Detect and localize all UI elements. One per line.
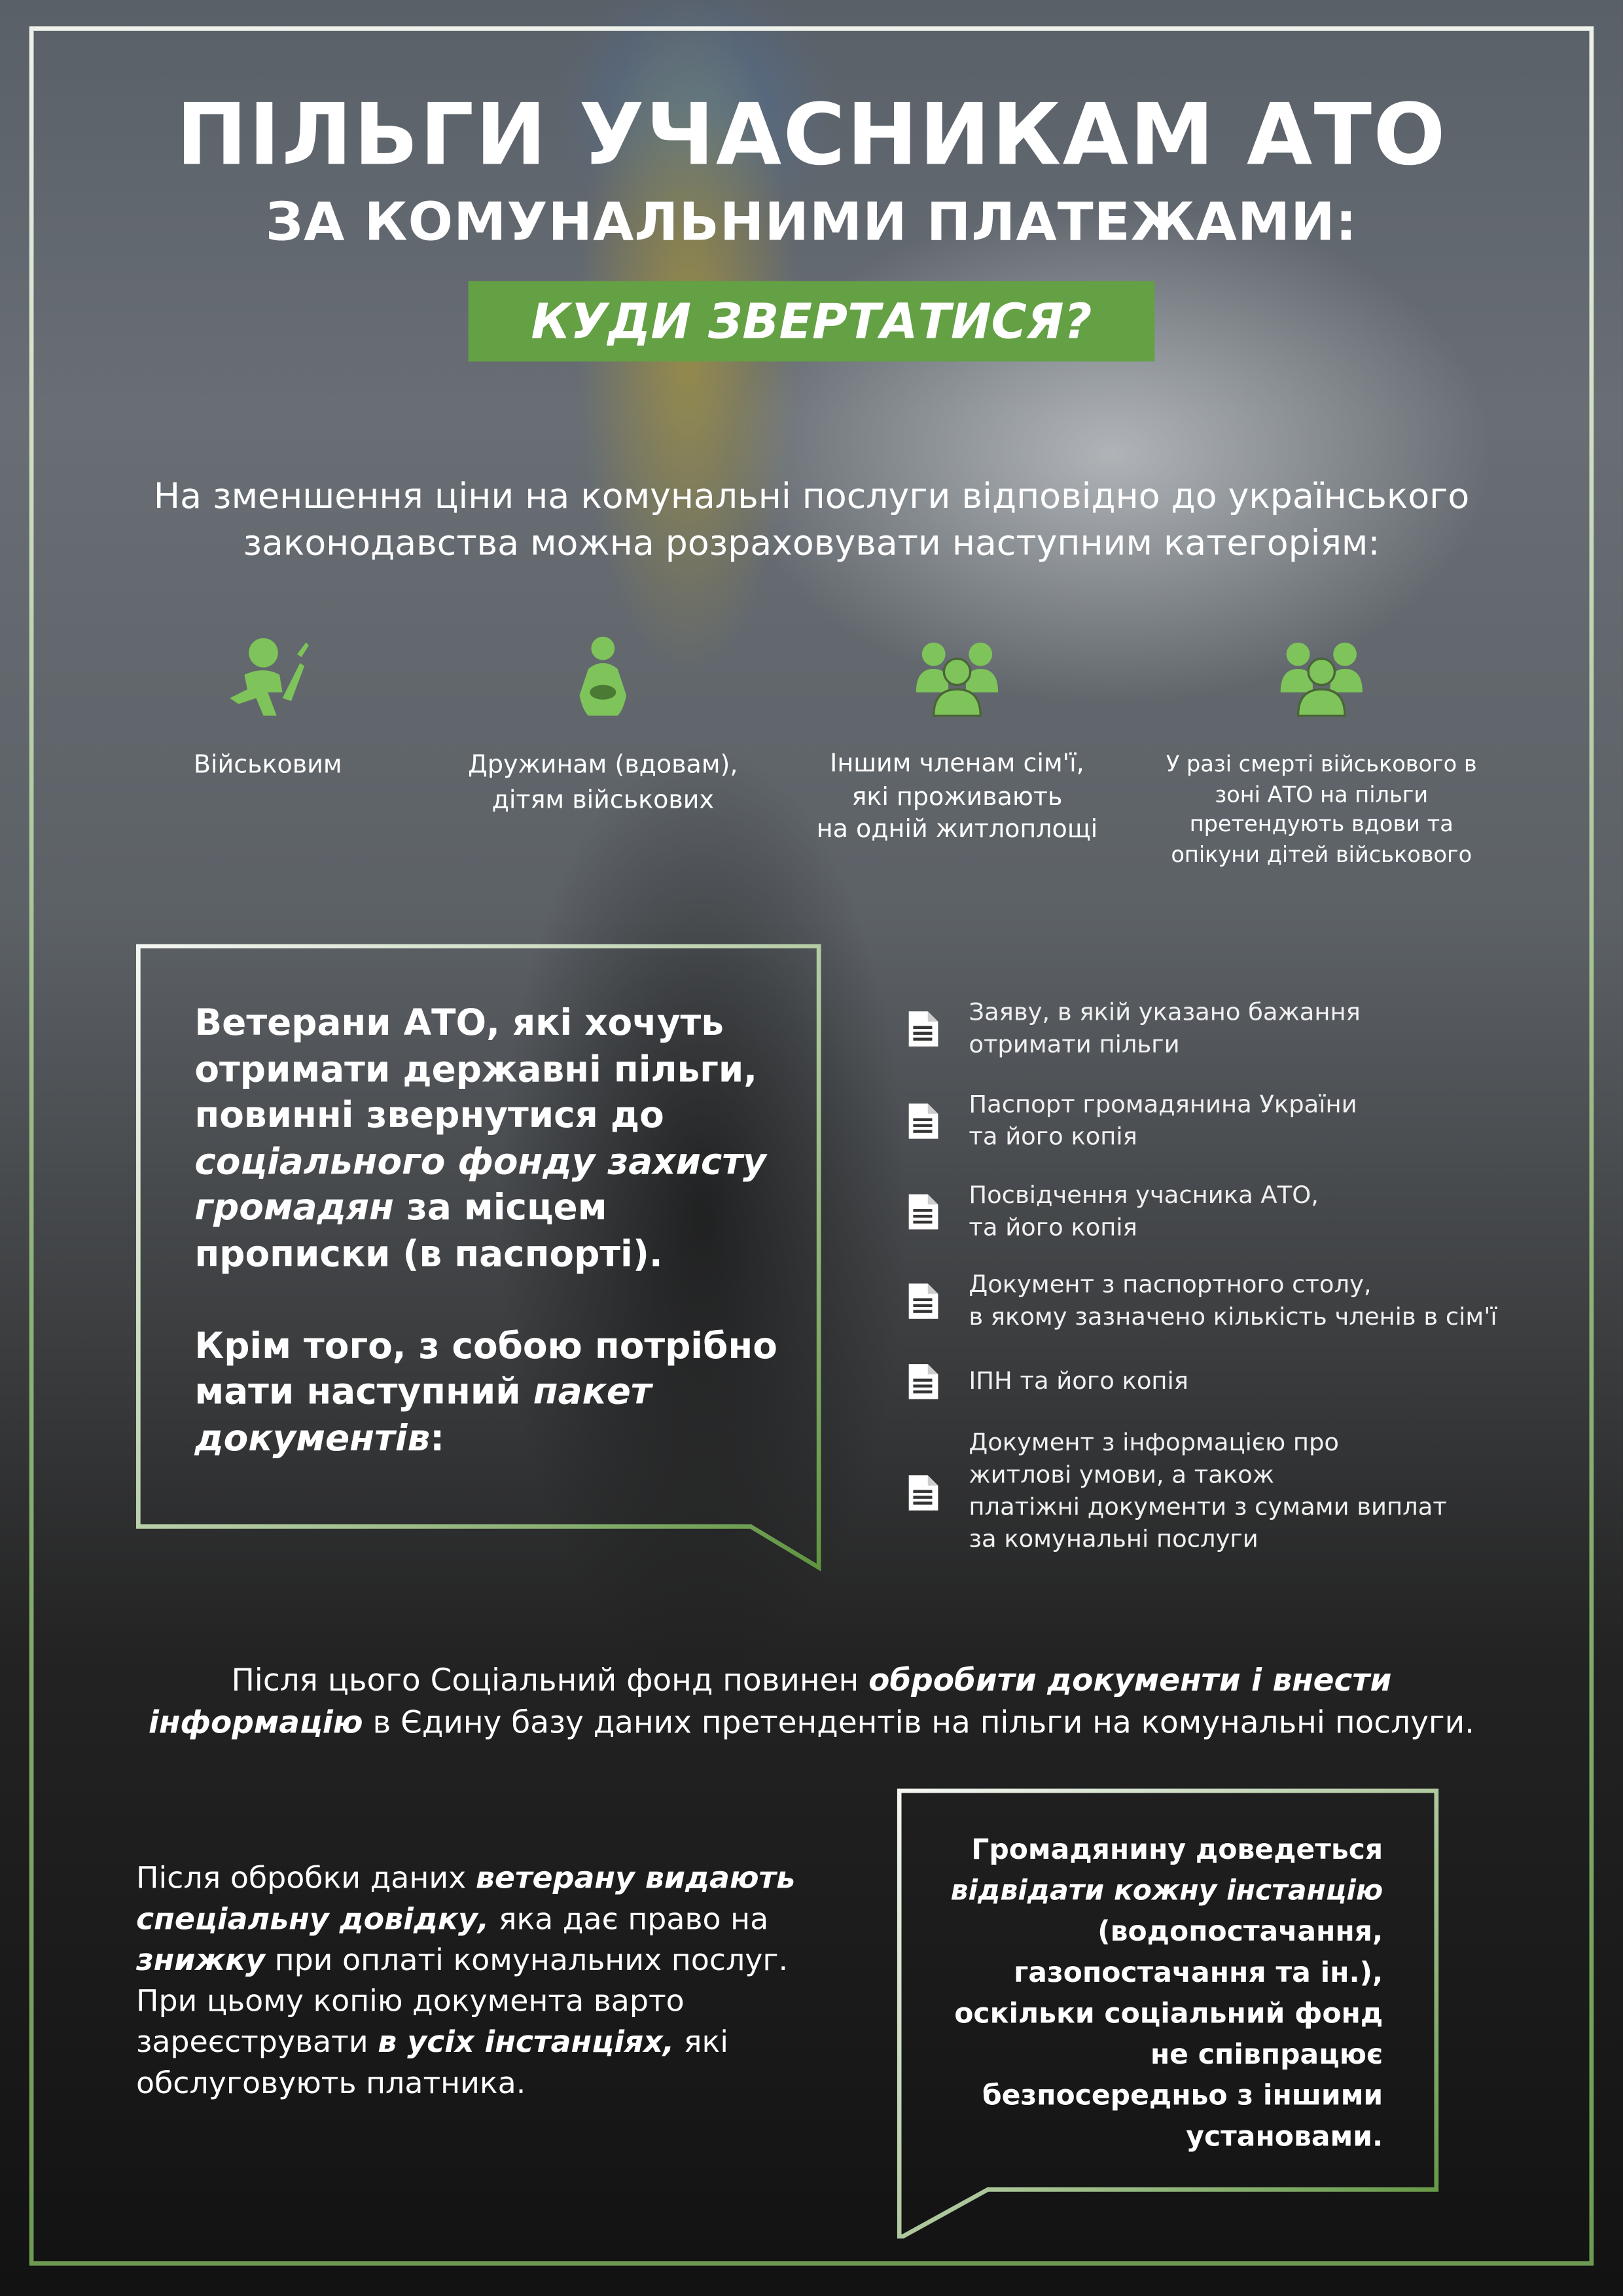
- text-line: Документ з паспортного столу,: [969, 1270, 1372, 1299]
- document-item: [907, 1089, 1595, 1162]
- question-banner: [469, 281, 1155, 361]
- emphasis-text: інформацію: [148, 1705, 363, 1740]
- text-line: Крім того, з собою потрібно: [194, 1323, 777, 1367]
- caption-line: які проживають: [851, 782, 1063, 812]
- text-line: житлові умови, а також: [969, 1460, 1274, 1489]
- category-caption-widows: [1146, 749, 1497, 869]
- text-line: При цьому копію документа варто: [135, 1983, 685, 2018]
- text-line: в якому зазначено кількість членів в сім'ї: [969, 1302, 1497, 1331]
- category-caption-military: [136, 748, 400, 783]
- document-item: [907, 1179, 1595, 1253]
- text-line: газопостачання та ін.),: [1014, 1956, 1383, 1989]
- document-item: [907, 1427, 1595, 1562]
- processing-note: [88, 1660, 1535, 1745]
- caption-line: опікуни дітей військового: [1171, 840, 1472, 867]
- emphasis-text: в усіх інстанціях,: [378, 2024, 675, 2060]
- page-title: ПІЛЬГИ УЧАСНИКАМ АТО: [176, 84, 1447, 185]
- category-caption-family: [796, 748, 1118, 847]
- institutions-info-box: [897, 1789, 1442, 2242]
- caption-line: зоні АТО на пільги: [1215, 781, 1429, 808]
- family-group-icon: [913, 634, 1001, 721]
- text-span: мати наступний: [194, 1370, 533, 1412]
- emphasis-text: обробити документи і внести: [868, 1662, 1392, 1698]
- text-span: :: [430, 1416, 445, 1459]
- caption-line: У разі смерті військового в: [1166, 751, 1477, 778]
- institutions-text: [915, 1829, 1383, 2157]
- text-span: при оплаті комунальних послуг.: [265, 1942, 789, 1978]
- text-span: Після цього Соціальний фонд повинен: [231, 1662, 869, 1698]
- pregnant-woman-icon: [559, 634, 647, 721]
- document-icon: [907, 1010, 939, 1048]
- text-line: оскільки соціальний фонд: [954, 1998, 1383, 2030]
- intro-line: законодавства можна розраховувати наступним категоріям:: [243, 522, 1380, 564]
- document-icon: [907, 1282, 939, 1320]
- document-text: [969, 1179, 1583, 1244]
- document-icon: [907, 1193, 939, 1231]
- text-line: (водопостачання,: [1097, 1916, 1383, 1948]
- veterans-text: [194, 999, 794, 1460]
- text-span: яка дає право на: [489, 1901, 769, 1937]
- caption-line: претендують вдови та: [1189, 810, 1454, 838]
- text-line: Заяву, в якій указано бажання: [969, 998, 1361, 1026]
- caption-line: Іншим членам сім'ї,: [830, 749, 1084, 779]
- text-line: та його копія: [969, 1122, 1137, 1151]
- document-icon: [907, 1363, 939, 1401]
- category-caption-spouses: [442, 748, 764, 818]
- emphasis-text: ветерану видають: [475, 1860, 796, 1895]
- text-line: обслуговують платника.: [135, 2065, 526, 2100]
- text-span: які: [674, 2024, 728, 2060]
- document-item: [907, 1365, 1595, 1409]
- emphasis-text: знижку: [135, 1942, 266, 1978]
- certificate-note: [136, 1857, 838, 2104]
- text-line: платіжні документи з сумами виплат: [969, 1492, 1447, 1521]
- question-banner-text: КУДИ ЗВЕРТАТИСЯ?: [531, 293, 1092, 350]
- family-group-icon: [1277, 634, 1365, 721]
- caption-line: дітям військових: [491, 785, 715, 816]
- intro-line: На зменшення ціни на комунальні послуги відповідно до українського: [153, 475, 1470, 517]
- text-line: установами.: [1186, 2121, 1383, 2153]
- text-line: за комунальні послуги: [969, 1525, 1258, 1553]
- text-line: отримати державні пільги,: [194, 1047, 758, 1090]
- text-span: зареєструвати: [135, 2024, 378, 2060]
- document-text: [969, 1427, 1583, 1556]
- emphasis-text: документів: [194, 1416, 431, 1459]
- emphasis-text: соціального фонду захисту: [194, 1139, 766, 1182]
- text-line: та його копія: [969, 1213, 1137, 1242]
- intro-text: [103, 473, 1521, 566]
- emphasis-text: спеціальну довідку,: [135, 1901, 490, 1937]
- text-line: Посвідчення учасника АТО,: [969, 1181, 1319, 1210]
- text-span: Після обробки даних: [135, 1860, 476, 1895]
- text-line: безпосередньо з іншими: [982, 2079, 1383, 2112]
- document-icon: [907, 1474, 939, 1512]
- veterans-info-box: [136, 944, 824, 1573]
- document-text: [969, 997, 1583, 1061]
- text-line: Громадянину доведеться: [971, 1833, 1383, 1867]
- text-line: прописки (в паспорті).: [194, 1231, 663, 1274]
- emphasis-text: громадян: [194, 1185, 394, 1229]
- document-item: [907, 997, 1595, 1070]
- text-line: не співпрацює: [1150, 2039, 1383, 2072]
- text-line: отримати пільги: [969, 1030, 1180, 1058]
- document-text: [969, 1365, 1583, 1397]
- document-text: [969, 1089, 1583, 1153]
- caption-line: на одній житлоплощі: [816, 815, 1098, 845]
- emphasis-text: відвідати кожну інстанцію: [950, 1874, 1383, 1907]
- text-line: повинні звернутися до: [194, 1093, 664, 1136]
- text-line: Ветерани АТО, які хочуть: [194, 1001, 724, 1044]
- text-span: за місцем: [393, 1185, 607, 1229]
- caption-line: Військовим: [193, 751, 342, 780]
- document-item: [907, 1269, 1595, 1342]
- text-line: Документ з інформацією про: [969, 1428, 1340, 1457]
- text-line: Паспорт громадянина України: [969, 1090, 1357, 1119]
- caption-line: Дружинам (вдовам),: [468, 751, 738, 780]
- text-line: ІПН та його копія: [969, 1367, 1189, 1395]
- document-icon: [907, 1102, 939, 1140]
- document-text: [969, 1269, 1613, 1333]
- soldier-icon: [224, 634, 312, 721]
- text-span: в Єдину базу даних претендентів на пільги на комунальні послуги.: [363, 1705, 1475, 1740]
- emphasis-text: пакет: [533, 1370, 652, 1412]
- page-subtitle: ЗА КОМУНАЛЬНИМИ ПЛАТЕЖАМИ:: [265, 193, 1358, 253]
